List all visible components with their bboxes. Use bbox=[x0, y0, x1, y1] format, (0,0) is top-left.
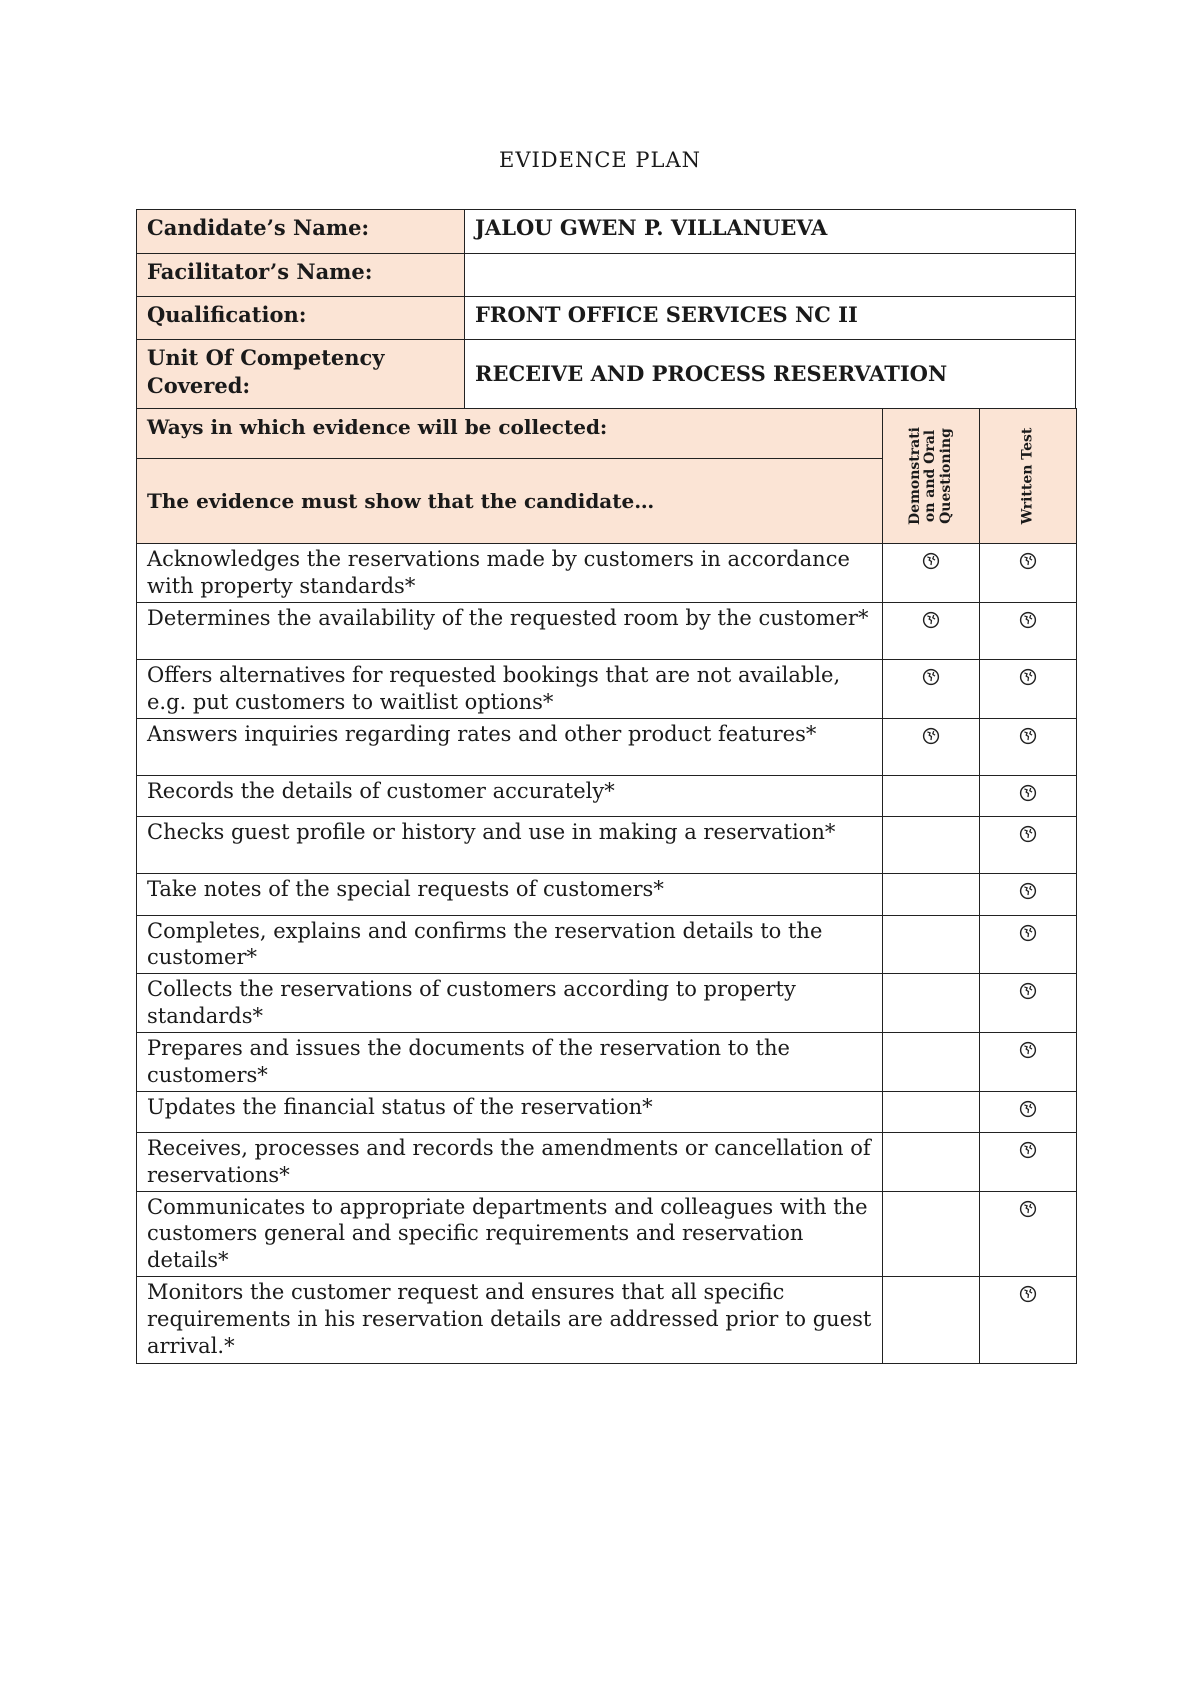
demo-mark-cell bbox=[883, 718, 980, 775]
must-show-label: The evidence must show that the candidate… bbox=[137, 459, 883, 544]
check-globe-icon bbox=[1019, 1288, 1037, 1307]
evidence-row bbox=[137, 1091, 1077, 1132]
demo-mark-cell bbox=[883, 602, 980, 659]
written-mark-cell bbox=[980, 1277, 1077, 1364]
demo-mark-cell bbox=[883, 816, 980, 873]
page-title: EVIDENCE PLAN bbox=[498, 148, 702, 172]
evidence-row bbox=[137, 718, 1077, 775]
info-row-unit bbox=[137, 340, 1076, 409]
check-globe-icon bbox=[1019, 985, 1037, 1004]
demo-mark-cell bbox=[883, 1191, 980, 1277]
written-mark-cell bbox=[980, 1033, 1077, 1092]
evidence-row bbox=[137, 775, 1077, 816]
written-mark-cell bbox=[980, 602, 1077, 659]
qualification-value: FRONT OFFICE SERVICES NC II bbox=[465, 297, 1076, 340]
evidence-criteria: Answers inquiries regarding rates and other product features* bbox=[137, 718, 883, 775]
demo-mark-cell bbox=[883, 873, 980, 915]
evidence-criteria: Collects the reservations of customers according to property standards* bbox=[137, 974, 883, 1033]
evidence-criteria: Receives, processes and records the amendments or cancellation of reservations* bbox=[137, 1132, 883, 1191]
check-globe-icon bbox=[1019, 787, 1037, 806]
written-mark-cell bbox=[980, 775, 1077, 816]
written-mark-cell bbox=[980, 718, 1077, 775]
written-mark-cell bbox=[980, 816, 1077, 873]
unit-of-competency-value: RECEIVE AND PROCESS RESERVATION bbox=[465, 340, 1076, 409]
evidence-row bbox=[137, 544, 1077, 603]
demo-mark-cell bbox=[883, 1091, 980, 1132]
info-row-candidate bbox=[137, 210, 1076, 254]
written-mark-cell bbox=[980, 1132, 1077, 1191]
evidence-row bbox=[137, 1277, 1077, 1364]
method-demo-label: Demonstrati on and Oral Questioning bbox=[906, 427, 954, 525]
check-globe-icon bbox=[1019, 885, 1037, 904]
check-globe-icon bbox=[922, 671, 940, 690]
written-mark-cell bbox=[980, 1191, 1077, 1277]
evidence-row bbox=[137, 602, 1077, 659]
evidence-criteria: Determines the availability of the requested room by the customer* bbox=[137, 602, 883, 659]
unit-of-competency-label: Unit Of Competency Covered: bbox=[137, 340, 465, 409]
written-mark-cell bbox=[980, 873, 1077, 915]
candidate-info-table bbox=[136, 209, 1076, 409]
demo-mark-cell bbox=[883, 775, 980, 816]
method-written-header bbox=[980, 409, 1077, 544]
demo-mark-cell bbox=[883, 1033, 980, 1092]
written-mark-cell bbox=[980, 544, 1077, 603]
qualification-label: Qualification: bbox=[137, 297, 465, 340]
evidence-row bbox=[137, 873, 1077, 915]
evidence-criteria: Updates the financial status of the reservation* bbox=[137, 1091, 883, 1132]
evidence-criteria: Records the details of customer accurately* bbox=[137, 775, 883, 816]
candidate-name-value: JALOU GWEN P. VILLANUEVA bbox=[465, 210, 1076, 254]
ways-label: Ways in which evidence will be collected: bbox=[137, 409, 883, 459]
evidence-row bbox=[137, 659, 1077, 718]
check-globe-icon bbox=[1019, 1044, 1037, 1063]
method-demo-header bbox=[883, 409, 980, 544]
check-globe-icon bbox=[922, 555, 940, 574]
evidence-criteria: Offers alternatives for requested bookings that are not available, e.g. put customers to waitlist options* bbox=[137, 659, 883, 718]
check-globe-icon bbox=[1019, 828, 1037, 847]
demo-mark-cell bbox=[883, 974, 980, 1033]
demo-mark-cell bbox=[883, 1277, 980, 1364]
evidence-criteria: Completes, explains and confirms the reservation details to the customer* bbox=[137, 915, 883, 974]
evidence-criteria: Acknowledges the reservations made by customers in accordance with property standards* bbox=[137, 544, 883, 603]
written-mark-cell bbox=[980, 974, 1077, 1033]
check-globe-icon bbox=[922, 730, 940, 749]
written-mark-cell bbox=[980, 1091, 1077, 1132]
candidate-name-label: Candidate’s Name: bbox=[137, 210, 465, 254]
evidence-rows bbox=[137, 544, 1077, 1364]
demo-mark-cell bbox=[883, 659, 980, 718]
demo-mark-cell bbox=[883, 915, 980, 974]
evidence-criteria: Checks guest profile or history and use in making a reservation* bbox=[137, 816, 883, 873]
info-row-facilitator bbox=[137, 254, 1076, 297]
evidence-row bbox=[137, 1033, 1077, 1092]
check-globe-icon bbox=[1019, 1203, 1037, 1222]
info-row-qualification bbox=[137, 297, 1076, 340]
evidence-criteria: Monitors the customer request and ensures that all specific requirements in his reservation details are addressed prior to guest arrival.* bbox=[137, 1277, 883, 1364]
evidence-row bbox=[137, 974, 1077, 1033]
evidence-criteria: Take notes of the special requests of customers* bbox=[137, 873, 883, 915]
written-mark-cell bbox=[980, 915, 1077, 974]
evidence-row bbox=[137, 915, 1077, 974]
facilitator-name-value bbox=[465, 254, 1076, 297]
check-globe-icon bbox=[1019, 555, 1037, 574]
check-globe-icon bbox=[1019, 927, 1037, 946]
check-globe-icon bbox=[1019, 730, 1037, 749]
check-globe-icon bbox=[1019, 1144, 1037, 1163]
evidence-row bbox=[137, 816, 1077, 873]
check-globe-icon bbox=[922, 614, 940, 633]
demo-mark-cell bbox=[883, 544, 980, 603]
evidence-table bbox=[136, 408, 1077, 1364]
evidence-row bbox=[137, 1191, 1077, 1277]
check-globe-icon bbox=[1019, 671, 1037, 690]
evidence-criteria: Prepares and issues the documents of the reservation to the customers* bbox=[137, 1033, 883, 1092]
check-globe-icon bbox=[1019, 614, 1037, 633]
method-written-label: Written Test bbox=[1019, 427, 1036, 525]
demo-mark-cell bbox=[883, 1132, 980, 1191]
facilitator-name-label: Facilitator’s Name: bbox=[137, 254, 465, 297]
evidence-row bbox=[137, 1132, 1077, 1191]
evidence-criteria: Communicates to appropriate departments and colleagues with the customers general and specific requirements and reservation details* bbox=[137, 1191, 883, 1277]
evidence-header-row-1 bbox=[137, 409, 1077, 459]
check-globe-icon bbox=[1019, 1103, 1037, 1122]
written-mark-cell bbox=[980, 659, 1077, 718]
